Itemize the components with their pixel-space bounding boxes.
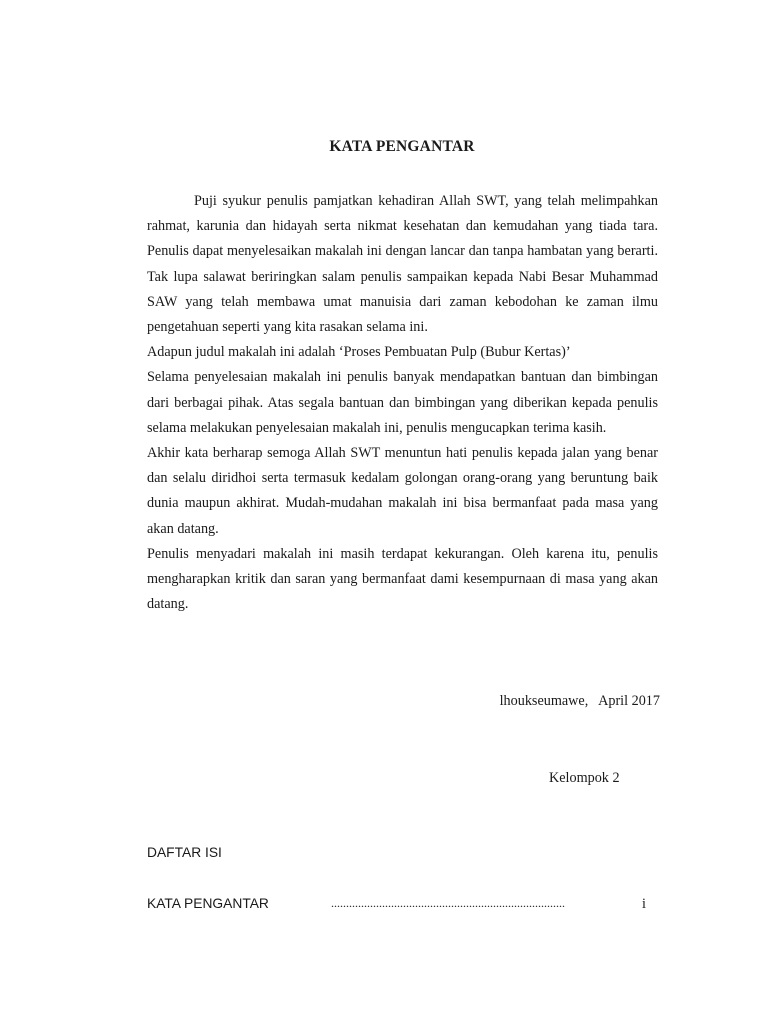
toc-entry-page: i: [642, 896, 646, 912]
page-title: KATA PENGANTAR: [329, 138, 475, 155]
toc-heading: DAFTAR ISI: [147, 845, 222, 860]
paragraph-intro: Puji syukur penulis pamjatkan kehadiran Allah SWT, yang telah melimpahkan rahmat, karunia dan hidayah serta nikmat kesehatan dan kemudahan yang tiada tara. Penulis dapat menyelesaikan makalah ini dengan lancar dan tanpa hambatan yang berarti. Tak lupa salawat beriringkan salam penulis sampaikan kepada Nabi Besar Muhammad SAW yang telah membawa umat manuisia dari zaman kebodohan ke zaman ilmu pengetahuan seperti yang kita rasakan selama ini.: [147, 193, 658, 336]
closing-place-date: lhoukseumawe, April 2017: [499, 693, 660, 709]
paragraph-acknowledgement: Selama penyelesaian makalah ini penulis banyak mendapatkan bantuan dan bimbingan dari berbagai pihak. Atas segala bantuan dan bimbingan yang diberikan kepada penulis selama melakukan penyelesaian makalah ini, penulis mengucapkan terima kasih.: [147, 369, 658, 436]
paragraph-closing-wish: Akhir kata berharap semoga Allah SWT menuntun hati penulis kepada jalan yang benar dan selalu diridhoi serta termasuk kedalam golongan orang-orang yang beruntung baik dunia maupun akhirat. Mudah-mudahan makalah ini bisa bermanfaat pada masa yang akan datang.: [147, 445, 658, 537]
paragraph-apology: Penulis menyadari makalah ini masih terdapat kekurangan. Oleh karena itu, penulis mengharapkan kritik dan saran yang bermanfaat dami kesempurnaan di masa yang akan datang.: [147, 545, 658, 613]
toc-entry-leader: ..............................................................................: [331, 896, 565, 910]
paragraph-title-mention: Adapun judul makalah ini adalah ‘Proses Pembuatan Pulp (Bubur Kertas)’: [147, 344, 571, 361]
body-text: [147, 189, 658, 617]
closing-group-name: Kelompok 2: [549, 770, 620, 786]
toc-entry-label: KATA PENGANTAR: [147, 896, 269, 911]
